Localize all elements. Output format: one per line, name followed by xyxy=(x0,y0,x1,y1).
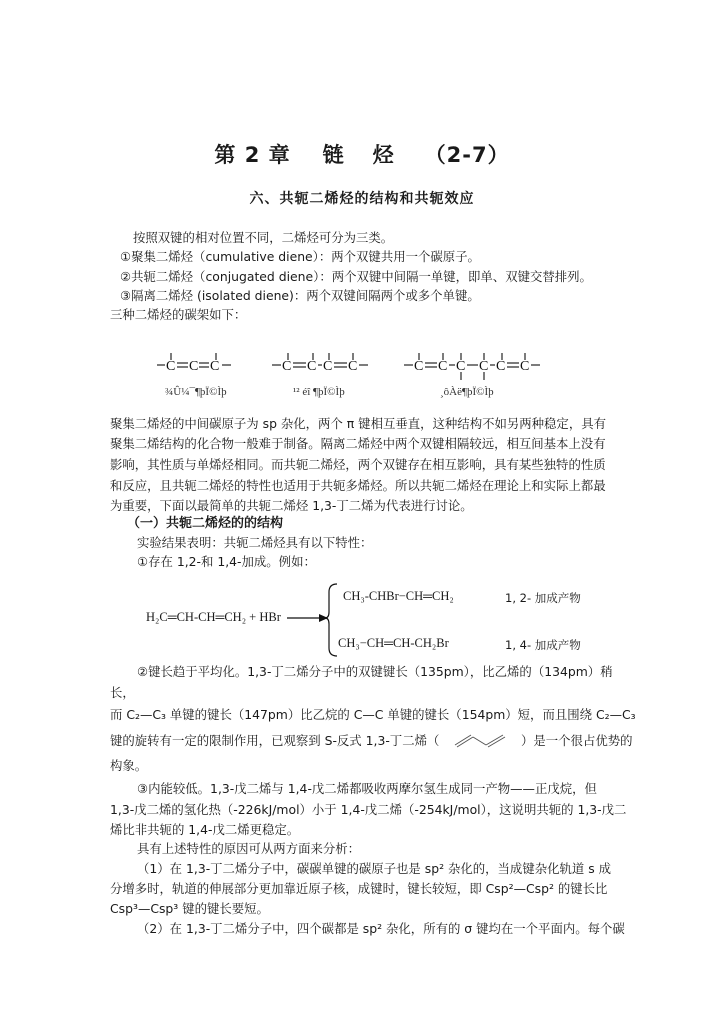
reaction-arrow-brace xyxy=(285,580,345,660)
product-label-1-2: 1, 2- 加成产物 xyxy=(505,591,581,605)
skeleton-intro: 三种二烯烃的碳架如下： xyxy=(110,307,247,322)
point2-line: 构象。 xyxy=(110,758,148,773)
svg-text:C: C xyxy=(496,359,506,374)
point3-line: 烯比非共轭的 1,4-戊二烯更稳定。 xyxy=(110,822,300,837)
point2-line: 而 C₂—C₃ 单键的键长（147pm）比乙烷的 C—C 单键的键长（154pm）短，而且围绕 C₂—C₃ xyxy=(110,707,636,722)
intro-line: 按照双键的相对位置不同，二烯烃可分为三类。 xyxy=(133,230,394,245)
product-label-1-4: 1, 4- 加成产物 xyxy=(505,638,581,652)
svg-text:C: C xyxy=(414,359,424,374)
diene-type-isolated: ③隔离二烯烃 (isolated diene)：两个双键间隔两个或多个单键。 xyxy=(120,288,480,303)
point2-line: ）是一个很占优势的 xyxy=(521,733,633,748)
paragraph-line: 聚集二烯烃的中间碳原子为 sp 杂化，两个 π 键相互垂直，这种结构不如另两种稳定，具有 xyxy=(110,416,606,431)
svg-text:C: C xyxy=(210,359,220,374)
diene-type-cumulative: ①聚集二烯烃（cumulative diene）：两个双键共用一个碳原子。 xyxy=(120,249,480,264)
svg-text:C: C xyxy=(307,359,317,374)
s-trans-butadiene-icon xyxy=(453,730,513,750)
chapter-code: （2-7） xyxy=(424,143,510,167)
point3-line: 1,3-戊二烯的氢化热（-226kJ/mol）小于 1,4-戊二烯（-254kJ/mol），这说明共轭的 1,3-戊二 xyxy=(110,802,627,817)
point2-line: ②键长趋于平均化。1,3-丁二烯分子中的双键键长（135pm），比乙烯的（134pm）稍 xyxy=(137,664,613,679)
paragraph-line: 为重要，下面以最简单的共轭二烯烃 1,3-丁二烯为代表进行讨论。 xyxy=(110,498,473,513)
reaction-reactant: H₂C═CH-CH═CH₂ + HBr xyxy=(146,610,281,624)
skeleton-label-isolated: ¸ôÀë¶þÏ©Ìþ xyxy=(440,386,494,398)
analysis-line: （1）在 1,3-丁二烯分子中，碳碳单键的碳原子也是 sp² 杂化的，当成键杂化轨道 s 成 xyxy=(137,861,611,876)
svg-text:C: C xyxy=(479,359,489,374)
skeleton-label-conjugated: ¹² éî ¶þÏ©Ìþ xyxy=(293,386,345,398)
diene-type-conjugated: ②共轭二烯烃（conjugated diene）：两个双键中间隔一单键，即单、双键交替排列。 xyxy=(120,269,592,284)
svg-text:C: C xyxy=(348,359,358,374)
carbon-skeleton-diagrams xyxy=(140,340,600,390)
skeleton-label-cumulative: ¾Û¼¯¶þÏ©Ìþ xyxy=(165,386,227,398)
chapter-word-2: 烃 xyxy=(372,143,395,167)
svg-text:C: C xyxy=(520,359,530,374)
analysis-line: Csp³—Csp³ 键的键长要短。 xyxy=(110,901,269,916)
analysis-line: （2）在 1,3-丁二烯分子中，四个碳都是 sp² 杂化，所有的 σ 键均在一个平面内。每个碳 xyxy=(137,921,625,936)
paragraph-line: 聚集二烯结构的化合物一般难于制备。隔离二烯烃中两个双键相隔较远，相互间基本上没有 xyxy=(110,436,606,451)
analysis-intro: 具有上述特性的原因可从两方面来分析： xyxy=(137,841,361,856)
point2-line: 长， xyxy=(110,685,135,700)
point2-line: 键的旋转有一定的限制作用，已观察到 S-反式 1,3-丁二烯（ xyxy=(110,733,440,748)
point3-line: ③内能较低。1,3-戊二烯与 1,4-戊二烯都吸收两摩尔氢生成同一产物——正戊烷，但 xyxy=(137,781,597,796)
section-title: 六、共轭二烯烃的结构和共轭效应 xyxy=(249,191,475,207)
svg-text:C: C xyxy=(166,359,176,374)
svg-text:C: C xyxy=(438,359,448,374)
paragraph-line: 和反应，且共轭二烯烃的特性也适用于共轭多烯烃。所以共轭二烯烃在理论上和实际上都最 xyxy=(110,478,606,493)
subsection-heading: （一）共轭二烯烃的的结构 xyxy=(127,516,284,531)
svg-text:C: C xyxy=(456,359,466,374)
subsection-line: 实验结果表明：共轭二烯烃具有以下特性： xyxy=(137,535,373,550)
reaction-product-1-4: CH₃−CH═CH-CH₂Br xyxy=(338,636,449,650)
reaction-product-1-2: CH₃-CHBr−CH═CH₂ xyxy=(343,589,454,603)
chapter-word-1: 链 xyxy=(322,143,345,167)
svg-text:C: C xyxy=(189,359,199,374)
chapter-number: 第 2 章 xyxy=(214,143,291,167)
subsection-line: ①存在 1,2-和 1,4-加成。例如： xyxy=(137,554,316,569)
chapter-title xyxy=(0,139,724,169)
paragraph-line: 影响，其性质与单烯烃相同。而共轭二烯烃，两个双键存在相互影响，具有某些独特的性质 xyxy=(110,457,606,472)
svg-text:C: C xyxy=(323,359,333,374)
analysis-line: 分增多时，轨道的伸展部分更加靠近原子核，成键时，键长较短，即 Csp²—Csp² 的键长比 xyxy=(110,881,608,896)
svg-text:C: C xyxy=(282,359,292,374)
